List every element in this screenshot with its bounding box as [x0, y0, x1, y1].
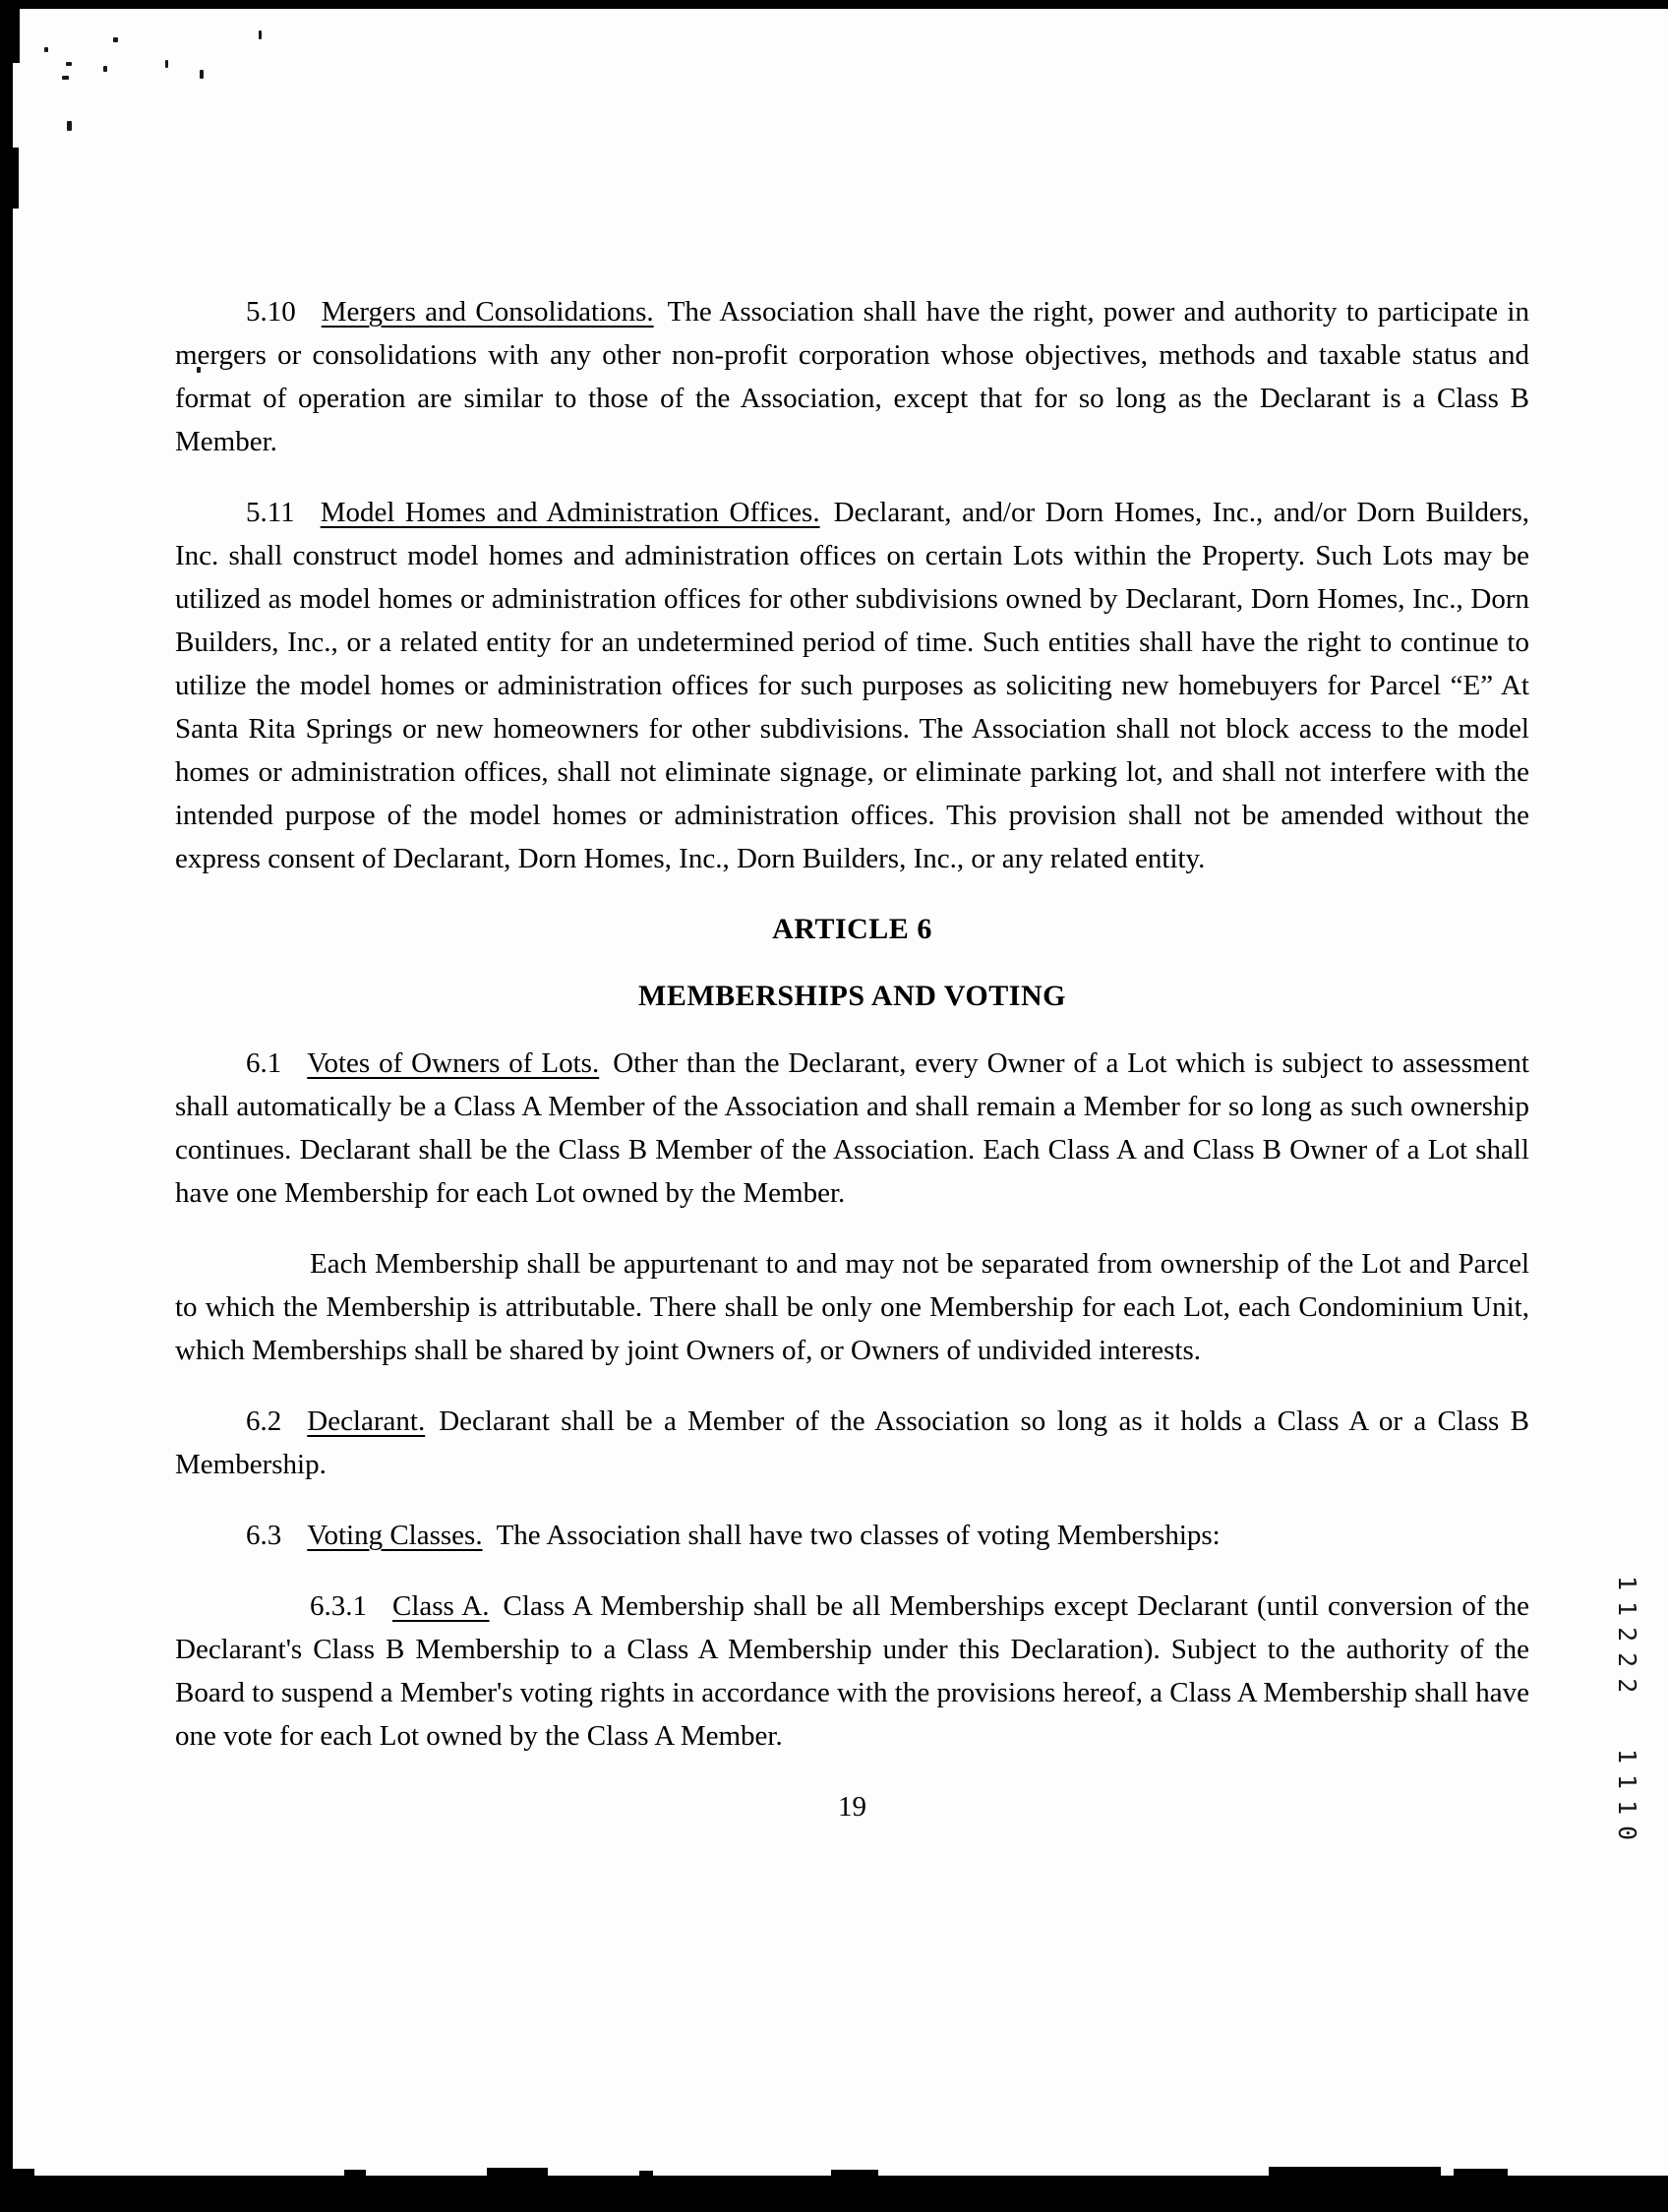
- document-content: [175, 290, 1529, 1828]
- scan-noise: [200, 70, 204, 79]
- section-6-3-paragraph: [175, 1514, 1529, 1557]
- section-heading: Mergers and Consolidations.: [321, 296, 654, 328]
- section-number: 6.3: [246, 1520, 282, 1551]
- section-body-text: Declarant, and/or Dorn Homes, Inc., and/or Dorn Builders, Inc. shall construct model homes and administration offices on certain Lots within the Property. Such Lots may be utilized as model homes or administration offices for other subdivisions owned by Declarant, Dorn Homes, Inc., Dorn Builders, Inc., or a related entity for an undetermined period of time. Such entities shall have the right to continue to utilize the model homes or administration offices for such purposes as soliciting new homebuyers for Parcel “E” At Santa Rita Springs or new homeowners for other subdivisions. The Association shall not block access to the model homes or administration offices, shall not eliminate signage, or eliminate parking lot, and shall not interfere with the intended purpose of the model homes or administration offices. This provision shall not be amended without the express consent of Declarant, Dorn Homes, Inc., Dorn Builders, Inc., or any related entity.: [175, 497, 1530, 874]
- section-6-3-1-paragraph: [175, 1584, 1529, 1758]
- scan-noise: [831, 2170, 878, 2178]
- section-body-text: Declarant shall be a Member of the Association so long as it holds a Class A or a Class B Membership.: [175, 1405, 1529, 1480]
- scan-noise: [113, 37, 118, 42]
- scan-noise: [259, 30, 262, 39]
- margin-stamp-bottom: 1110: [1613, 1749, 1641, 1852]
- scan-noise: [67, 121, 72, 131]
- section-6-1-paragraph: [175, 1042, 1529, 1215]
- scan-noise: [103, 66, 107, 72]
- section-heading: Votes of Owners of Lots.: [307, 1047, 600, 1079]
- scan-noise: [62, 76, 69, 80]
- section-body-text: The Association shall have the right, power and authority to participate in mergers or consolidations with any other non-profit corporation whose objectives, methods and taxable status and format of operation are similar to those of the Association, except that for so long as the Declarant is a Class B Member.: [175, 296, 1529, 457]
- section-heading: Model Homes and Administration Offices.: [320, 497, 820, 528]
- scan-noise: [66, 62, 72, 66]
- section-number: 5.10: [246, 296, 296, 328]
- page-number: 19: [838, 1791, 866, 1823]
- scan-border-left: [0, 0, 13, 2212]
- scan-noise: [1269, 2167, 1441, 2177]
- scan-noise: [639, 2171, 653, 2177]
- scan-border-bottom: [0, 2176, 1668, 2212]
- scan-noise: [44, 47, 48, 52]
- section-number: 6.1: [246, 1047, 282, 1079]
- section-body-text: The Association shall have two classes of voting Memberships:: [496, 1520, 1221, 1551]
- scan-noise: [1454, 2169, 1508, 2177]
- section-heading: Voting Classes.: [307, 1520, 483, 1551]
- section-body-text: Other than the Declarant, every Owner of a Lot which is subject to assessment shall automatically be a Class A Member of the Association and shall remain a Member for so long as such ownership continues. Declarant shall be the Class B Member of the Association. Each Class A and Class B Owner of a Lot shall have one Membership for each Lot owned by the Member.: [175, 1047, 1529, 1209]
- article-6-title: ARTICLE 6: [772, 913, 932, 945]
- section-number: 6.3.1: [310, 1590, 367, 1622]
- membership-appurtenant-paragraph: [175, 1242, 1529, 1372]
- section-heading: Class A.: [392, 1590, 490, 1622]
- section-body-text: Each Membership shall be appurtenant to and may not be separated from ownership of the Lot and Parcel to which the Membership is attributable. There shall be only one Membership for each Lot, each Condominium Unit, which Memberships shall be shared by joint Owners of, or Owners of undivided interests.: [175, 1248, 1529, 1366]
- scan-border-top: [0, 0, 1668, 9]
- section-6-2-paragraph: [175, 1400, 1529, 1486]
- section-5-10-paragraph: [175, 290, 1529, 463]
- section-5-11-paragraph: [175, 491, 1529, 880]
- section-body-text: Class A Membership shall be all Memberships except Declarant (until conversion of the Declarant's Class B Membership to a Class A Membership under this Declaration). Subject to the authority of the Board to suspend a Member's voting rights in accordance with the provisions hereof, a Class A Membership shall have one vote for each Lot owned by the Class A Member.: [175, 1590, 1530, 1752]
- section-heading: Declarant.: [307, 1405, 426, 1437]
- margin-stamp-top: 11222: [1613, 1576, 1641, 1704]
- section-number: 5.11: [246, 497, 295, 528]
- scan-border-left-blotch: [0, 0, 20, 63]
- scan-noise: [344, 2170, 366, 2177]
- scan-noise: [165, 60, 168, 68]
- scan-noise: [5, 2169, 34, 2177]
- article-6-subtitle: MEMBERSHIPS AND VOTING: [638, 980, 1066, 1012]
- scan-noise: [487, 2168, 548, 2177]
- scan-border-left-blotch: [0, 148, 19, 209]
- section-number: 6.2: [246, 1405, 282, 1437]
